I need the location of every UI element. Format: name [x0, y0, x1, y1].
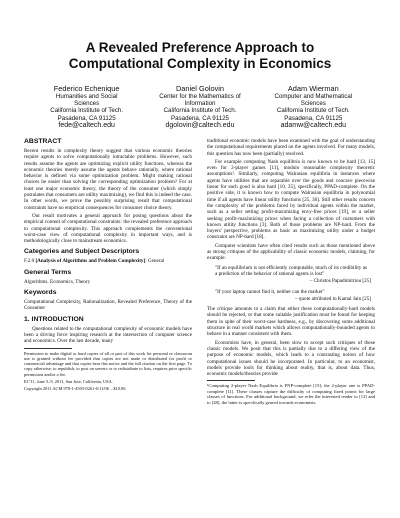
category-code: F.2.0 — [24, 258, 35, 265]
author-email[interactable]: fede@caltech.edu — [58, 121, 115, 129]
quote-jain: "If your laptop cannot find it, neither can the market" — [215, 288, 325, 295]
body-paragraph: Economists have, in general, been slow to accept such critiques of these classic models. We posit that this is partially due to a differing view of the purpose of economic models, which leads to a contrasting notion of how computational issues should be incorporated. In particular, to an economist, models provide tools for thinking about reality, that is, about data. Thus, economic models/theories provide — [207, 339, 375, 378]
keywords-heading: Keywords — [24, 289, 57, 297]
keywords-text: Computational Complexity, Rationalization, Revealed Preference, Theory of the Consumer — [24, 299, 192, 312]
quote-attribution: – Christos Papadimitriou [25] — [309, 278, 371, 285]
category-title: [Analysis of Algorithms and Problem Complexity] — [35, 258, 146, 265]
paper-title-line-2: Computational Complexity in Economics — [68, 56, 332, 71]
footnote-1: ¹Computing 2-player Nash Equilibria is FNP-complete [15]; the 2-player one is PPAD-complete [11]. These classes capture the difficulty of computing fixed points for large classes of functions. For additional background, we refer the interested reader to [12] and to [28], the latter is specifically geared towards economists. — [207, 383, 375, 405]
abstract-heading: ABSTRACT — [24, 138, 62, 145]
general-terms-text: Algorithms, Economics, Theory — [24, 278, 91, 285]
right-column — [207, 138, 375, 407]
footnote-divider — [207, 380, 255, 381]
author-name: Federico Echenique — [53, 84, 120, 93]
author-dept: Center for the Mathematics of — [159, 93, 241, 100]
author-institution: California Institute of Tech. — [50, 107, 124, 115]
author-name: Daniel Golovin — [175, 84, 225, 93]
introduction-heading: 1. INTRODUCTION — [24, 315, 84, 323]
author-institution: California Institute of Tech. — [163, 107, 237, 115]
author-2 — [143, 84, 256, 130]
categories-text — [24, 258, 192, 264]
body-paragraph: For example computing Nash equilibria is now known to be hard [13, 15] even for 2-player games [11], modulo reasonable complexity theoretic assumptions¹. Similarly, computing Walrasian equilibria in instances where agents have utilities that are separable over the goods and concave piecewise linear for each good is also hard [10, 35], specifically, PPAD-complete. On the positive side, it is known how to compute Walrasian equilibria in polynomial time if all agents have linear utility functions [25, 36]. Still other results concern the complexity of the problems faced by individual agents within the market, such as a seller setting profit-maximizing envy-free prices [19], or a seller seeking profit-maximizing prices when facing a collection of customers with known utility functions [3]. Both of those problems are NP-hard. From the buyers' perspective, problems as basic as maximizing utility under a budget constraint are NP-hard [18]. — [207, 158, 375, 241]
author-email[interactable]: adamw@caltech.edu — [280, 121, 347, 129]
left-column — [24, 138, 192, 394]
copyright-line: Copyright 2011 ACM 978-1-4503-0261-6/11/06 ...$10.00. — [24, 386, 127, 392]
author-city: Pasadena, CA 91125 — [57, 114, 116, 122]
categories-heading: Categories and Subject Descriptors — [24, 248, 140, 256]
introduction-paragraph: Questions related to the computational complexity of economic models have been a driving force inspiring research at the intersection of computer science and economics. Over the last decade, many — [24, 325, 192, 345]
body-paragraph: Computer scientists have often cited results such as those mentioned above as strong critiques of the applicability of classic economic models, claiming, for example: — [207, 242, 375, 262]
author-city: Pasadena, CA 91125 — [284, 114, 343, 122]
author-dept: Sciences — [74, 100, 100, 108]
author-3 — [257, 84, 370, 130]
author-email[interactable]: dgolovin@caltech.edu — [165, 121, 235, 129]
author-name: Adam Wierman — [287, 84, 339, 93]
abstract-paragraph: Our result motivates a general approach for posing questions about the empirical content of computational constraints: the revealed preference approach to computational complexity. This approach complements the conventional worst-case view of computational complexity in important ways, and is methodologically close to mainstream economics. — [24, 212, 192, 245]
category-suffix: : General — [145, 258, 165, 265]
quote-attribution: – quote attributed to Kamal Jain [25] — [295, 295, 371, 302]
author-city: Pasadena, CA 91125 — [170, 114, 229, 122]
author-1 — [30, 84, 143, 130]
footnote-divider — [24, 348, 72, 349]
author-institution: California Institute of Tech. — [276, 107, 350, 115]
abstract-paragraph: Recent results in complexity theory suggest that various economic theories require agents to solve computationally intractable problems. However, such results assume the agents are optimizing explicit utility functions, whereas the economic theories merely assume the agents behave rationally, where rational behavior is defined via some optimization problem. Might making rational choices be easier than solving the corresponding optimization problem? For at least one major economic theory, the theory of the consumer (which simply postulates that consumers are utility maximizing), we find this is indeed the case. In other words, we prove the possibly surprising result that computational constraints have no empirical consequences for consumer choice theory. — [24, 148, 192, 211]
body-paragraph: traditional economic models have been examined with the goal of understanding the computational requirements placed on the agents involved. For many models, this question has now been (partially) resolved. — [207, 138, 375, 157]
body-paragraph: The critique amounts to a claim that either these computationally-hard models should be rejected, or that some suitable justification must be found for keeping them in spite of their worst-case hardness, e.g., by discovering some additional structure in real world markets which allows computationally-bounded agents to behave in a manner consistent with them. — [207, 306, 375, 338]
author-dept: Computer and Mathematical — [274, 93, 353, 100]
venue-line: EC'11, June 5–9, 2011, San Jose, California, USA. — [24, 379, 113, 385]
author-dept: Sciences — [300, 100, 326, 108]
general-terms-heading: General Terms — [24, 268, 72, 276]
author-dept: Humanities and Social — [55, 93, 118, 100]
quote-papadimitriou: "If an equilibrium is not efficiently computable, much of its credibility as a prediction of the behavior of rational agents is lost" — [215, 264, 367, 277]
author-block — [30, 84, 370, 130]
permission-notice: Permission to make digital or hard copies of all or part of this work for personal or classroom use is granted without fee provided that copies are not made or distributed for profit or commercial advantage and that copies bear this notice and the full citation on the first page. To copy otherwise, to republish, to post on servers or to redistribute to lists, requires prior specific permission and/or a fee. — [24, 350, 192, 377]
author-dept: Information — [184, 100, 216, 108]
paper-title-line-1: A Revealed Preference Approach to — [85, 40, 315, 55]
